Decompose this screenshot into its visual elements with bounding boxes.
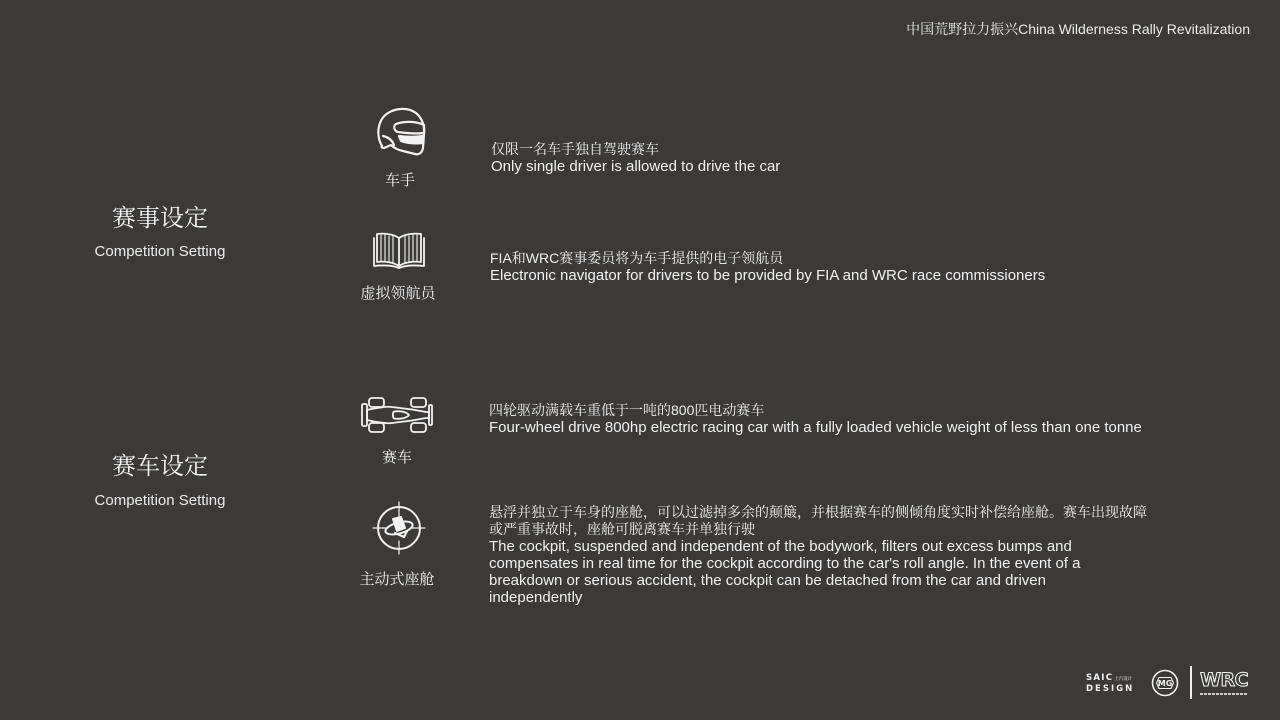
section-title-car: 赛车设定 — [112, 453, 208, 480]
race-car-icon — [360, 396, 434, 434]
saic-logo-design: DESIGN — [1086, 684, 1135, 694]
header-title: 中国荒野拉力振兴China Wilderness Rally Revitalization — [906, 21, 1250, 37]
wrc-logo-stripe — [1200, 693, 1248, 695]
description-cn: 仅限一名车手独自驾驶赛车 — [491, 141, 659, 157]
book-icon — [372, 231, 426, 269]
description-en: Electronic navigator for drivers to be provided by FIA and WRC race commissioners — [490, 267, 1046, 284]
description-en: Only single driver is allowed to drive the car — [491, 158, 781, 175]
description-cn: FIA和WRC赛事委员将为车手提供的电子领航员 — [490, 250, 784, 266]
item-description-virtual-navigator — [490, 250, 1045, 284]
helmet-icon — [372, 106, 426, 160]
gimbal-cockpit-icon — [371, 500, 427, 556]
description-en: Four-wheel drive 800hp electric racing car with a fully loaded vehicle weight of less than one tonne — [489, 419, 1142, 436]
item-description-race-car — [489, 402, 1142, 436]
description-cn: 四轮驱动满载车重低于一吨的800匹电动赛车 — [489, 402, 765, 418]
item-label-race-car: 赛车 — [381, 449, 412, 466]
description-en: The cockpit, suspended and independent of the bodywork, filters out excess bumps and compensates in real time for the cockpit according to the car's roll angle. In the event of a breakdown or serious accident, the cockpit can be detached from the car and driven independently — [489, 538, 1081, 606]
item-label-driver: 车手 — [384, 172, 415, 189]
section-subtitle-car: Competition Setting — [94, 492, 226, 509]
wrc-logo-text: WRC — [1200, 669, 1249, 691]
section-subtitle-competition: Competition Setting — [94, 243, 226, 260]
description-cn: 悬浮并独立于车身的座舱，可以过滤掉多余的颠簸，并根据赛车的侧倾角度实时补偿给座舱。赛车出现故障或严重事故时，座舱可脱离赛车并单独行驶 — [489, 504, 1147, 537]
wrc-logo — [1200, 669, 1252, 695]
item-label-virtual-navigator: 虚拟领航员 — [360, 285, 436, 302]
item-label-active-cockpit: 主动式座舱 — [359, 571, 435, 588]
item-description-driver — [491, 141, 780, 175]
saic-design-logo — [1086, 674, 1142, 694]
mg-logo — [1151, 669, 1179, 697]
saic-logo-word: SAIC — [1086, 673, 1114, 683]
mg-logo-text: MG — [1157, 679, 1173, 688]
section-title-competition: 赛事设定 — [112, 205, 208, 232]
item-description-active-cockpit — [489, 504, 1153, 606]
logo-divider — [1190, 666, 1192, 699]
saic-logo-cn: 上汽设计 — [1114, 677, 1133, 682]
